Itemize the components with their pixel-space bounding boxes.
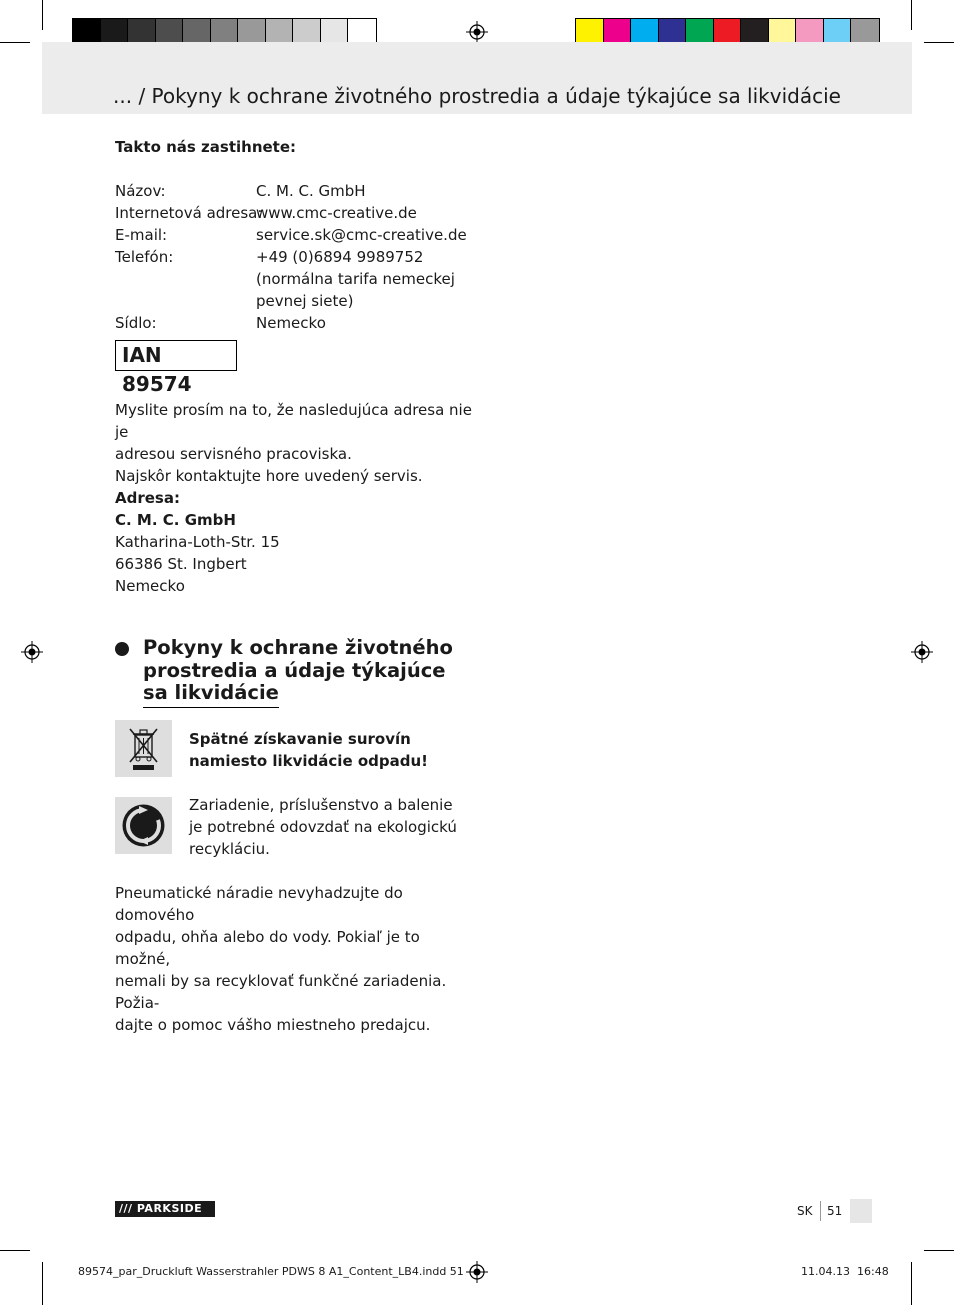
contact-label: Sídlo: [115, 314, 157, 332]
green-dot-recycling-icon [115, 797, 172, 854]
slug-filename: 89574_par_Druckluft Wasserstrahler PDWS 8 A1_Content_LB4.indd 51 [78, 1265, 464, 1278]
recycling-claim [189, 728, 469, 772]
section-heading-line: Pokyny k ochrane životného [143, 636, 453, 659]
contact-label: E-mail: [115, 226, 168, 244]
bullet-icon [115, 642, 129, 656]
address-city: 66386 St. Ingbert [115, 555, 247, 573]
address-block [115, 487, 475, 597]
section-heading-line: prostredia a údaje týkajúce [143, 658, 446, 682]
page-number: 51 [827, 1204, 843, 1218]
contact-value: www.cmc-creative.de [256, 204, 417, 222]
notice-line: Najskôr kontaktujte hore uvedený servis. [115, 467, 423, 485]
logo-text: /// PARKSIDE [119, 1202, 203, 1215]
contact-label: Internetová adresa: [115, 204, 263, 222]
crossed-bin-icon [115, 720, 172, 777]
header-band [42, 42, 912, 114]
parkside-logo [115, 1201, 215, 1217]
section-heading [143, 637, 463, 708]
page-tab-marker [850, 1199, 872, 1223]
registration-mark-icon [466, 1261, 488, 1283]
page-title: ... / Pokyny k ochrane životného prostredia a údaje týkajúce sa likvidácie [113, 84, 841, 108]
address-street: Katharina-Loth-Str. 15 [115, 533, 280, 551]
crop-mark [924, 42, 954, 43]
language-code: SK [797, 1204, 813, 1218]
registration-mark-icon [911, 641, 933, 663]
recycling-text [189, 794, 469, 860]
recycling-text-line: je potrebné odovzdať na ekologickú [189, 818, 457, 836]
address-company: C. M. C. GmbH [115, 511, 236, 529]
contact-value: Nemecko [256, 314, 326, 332]
crop-mark [0, 1250, 30, 1251]
paragraph-line: Pneumatické náradie nevyhadzujte do domového [115, 884, 403, 924]
slug-time: 16:48 [857, 1265, 889, 1278]
section-heading-line: sa likvidácie [143, 682, 279, 708]
crop-mark [924, 1250, 954, 1251]
crop-mark [0, 42, 30, 43]
notice-line: adresou servisného pracoviska. [115, 445, 352, 463]
address-country: Nemecko [115, 577, 185, 595]
ian-number-box: IAN 89574 [115, 340, 237, 371]
crop-mark [911, 0, 912, 30]
footer-divider [820, 1201, 821, 1221]
contact-label: Názov: [115, 182, 166, 200]
recycling-text-line: Zariadenie, príslušenstvo a balenie [189, 796, 453, 814]
paragraph-line: nemali by sa recyklovať funkčné zariadenia. Požia- [115, 972, 447, 1012]
crop-mark [42, 0, 43, 30]
paragraph-line: odpadu, ohňa alebo do vody. Pokiaľ je to možné, [115, 928, 420, 968]
disposal-paragraph [115, 882, 475, 1036]
recycling-text-line: recykláciu. [189, 840, 270, 858]
contact-value: C. M. C. GmbH [256, 182, 366, 200]
registration-mark-icon [466, 21, 488, 43]
address-heading: Adresa: [115, 489, 180, 507]
contact-value: +49 (0)6894 9989752 (normálna tarifa nemeckej pevnej siete) [256, 248, 455, 310]
contact-label: Telefón: [115, 248, 174, 266]
contact-heading: Takto nás zastihnete: [115, 138, 297, 156]
notice-text [115, 399, 475, 487]
crop-mark [42, 1262, 43, 1305]
notice-line: Myslite prosím na to, že nasledujúca adresa nie je [115, 401, 472, 441]
paragraph-line: dajte o pomoc vášho miestneho predajcu. [115, 1016, 431, 1034]
recycling-claim-line: namiesto likvidácie odpadu! [189, 752, 428, 770]
slug-date: 11.04.13 [801, 1265, 850, 1278]
registration-mark-icon [21, 641, 43, 663]
crop-mark [911, 1262, 912, 1305]
recycling-claim-line: Spätné získavanie surovín [189, 730, 411, 748]
contact-value: service.sk@cmc-creative.de [256, 226, 467, 244]
